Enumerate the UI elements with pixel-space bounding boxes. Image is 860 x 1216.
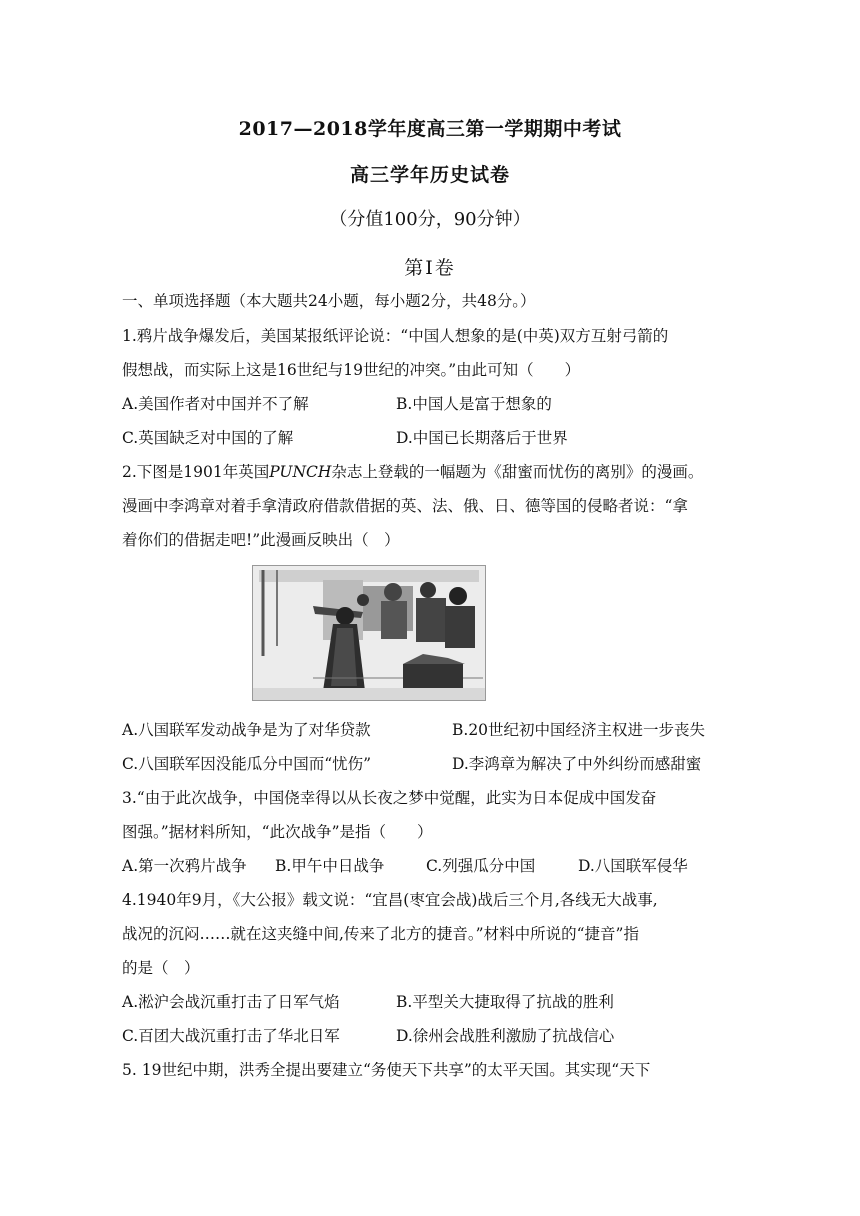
question-3-line-1: 3.“由于此次战争，中国侥幸得以从长夜之梦中觉醒，此实为日本促成中国发奋 [122,789,657,807]
question-2-line-2: 漫画中李鸿章对着手拿清政府借款借据的英、法、俄、日、德等国的侵略者说：“拿 [122,497,688,515]
question-4-option-a: A.淞沪会战沉重打击了日军气焰 [122,993,340,1011]
exam-title: 2017—2018学年度高三第一学期期中考试 [238,118,622,140]
question-5-line-1: 5. 19世纪中期，洪秀全提出要建立“务使天下共享”的太平天国。其实现“天下 [122,1061,651,1079]
question-2-line-1-pre: 2.下图是1901年英国 [122,463,270,481]
question-2-option-a: A.八国联军发动战争是为了对华贷款 [122,721,371,739]
question-2-magazine-name: PUNCH [269,463,332,481]
cartoon-illustration [253,566,485,700]
question-3-option-b: B.甲午中日战争 [275,857,385,875]
score-time-note: （分值100分，90分钟） [329,209,531,230]
question-4-line-3: 的是（ ） [122,959,200,977]
question-4-option-c: C.百团大战沉重打击了华北日军 [122,1027,340,1045]
question-2-option-d: D.李鸿章为解决了中外纠纷而感甜蜜 [452,755,702,773]
question-1-option-d: D.中国已长期落后于世界 [396,429,568,447]
question-1-line-2: 假想战，而实际上这是16世纪与19世纪的冲突。”由此可知（ ） [122,361,581,379]
question-1-option-a: A.美国作者对中国并不了解 [122,395,309,413]
question-4-option-b: B.平型关大捷取得了抗战的胜利 [396,993,614,1011]
question-2-option-c: C.八国联军因没能瓜分中国而“忧伤” [122,755,372,773]
cartoon-image [252,565,486,701]
question-4-option-d: D.徐州会战胜利激励了抗战信心 [396,1027,615,1045]
question-4-line-1: 4.1940年9月，《大公报》载文说：“宜昌(枣宜会战)战后三个月,各线无大战事, [122,891,658,909]
question-2-line-1 [122,462,703,482]
question-3-line-2: 图强。”据材料所知，“此次战争”是指（ ） [122,823,433,841]
question-1-option-c: C.英国缺乏对中国的了解 [122,429,294,447]
volume-heading: 第Ⅰ卷 [404,257,456,279]
question-1-option-b: B.中国人是富于想象的 [396,395,552,413]
question-2-line-3: 着你们的借据走吧!”此漫画反映出（ ） [122,531,400,549]
question-2-option-b: B.20世纪初中国经济主权进一步丧失 [452,721,706,739]
question-3-option-a: A.第一次鸦片战争 [122,857,247,875]
exam-subtitle: 高三学年历史试卷 [349,164,510,186]
question-3-option-d: D.八国联军侵华 [578,857,688,875]
question-2-line-1-post: 杂志上登载的一幅题为《甜蜜而忧伤的离别》的漫画。 [331,463,704,481]
section-heading: 一、单项选择题（本大题共24小题，每小题2分，共48分。） [122,292,536,310]
question-3-option-c: C.列强瓜分中国 [426,857,536,875]
question-4-line-2: 战况的沉闷……就在这夹缝中间,传来了北方的捷音。”材料中所说的“捷音”指 [122,925,639,943]
question-1-line-1: 1.鸦片战争爆发后，美国某报纸评论说：“中国人想象的是(中英)双方互射弓箭的 [122,327,669,345]
